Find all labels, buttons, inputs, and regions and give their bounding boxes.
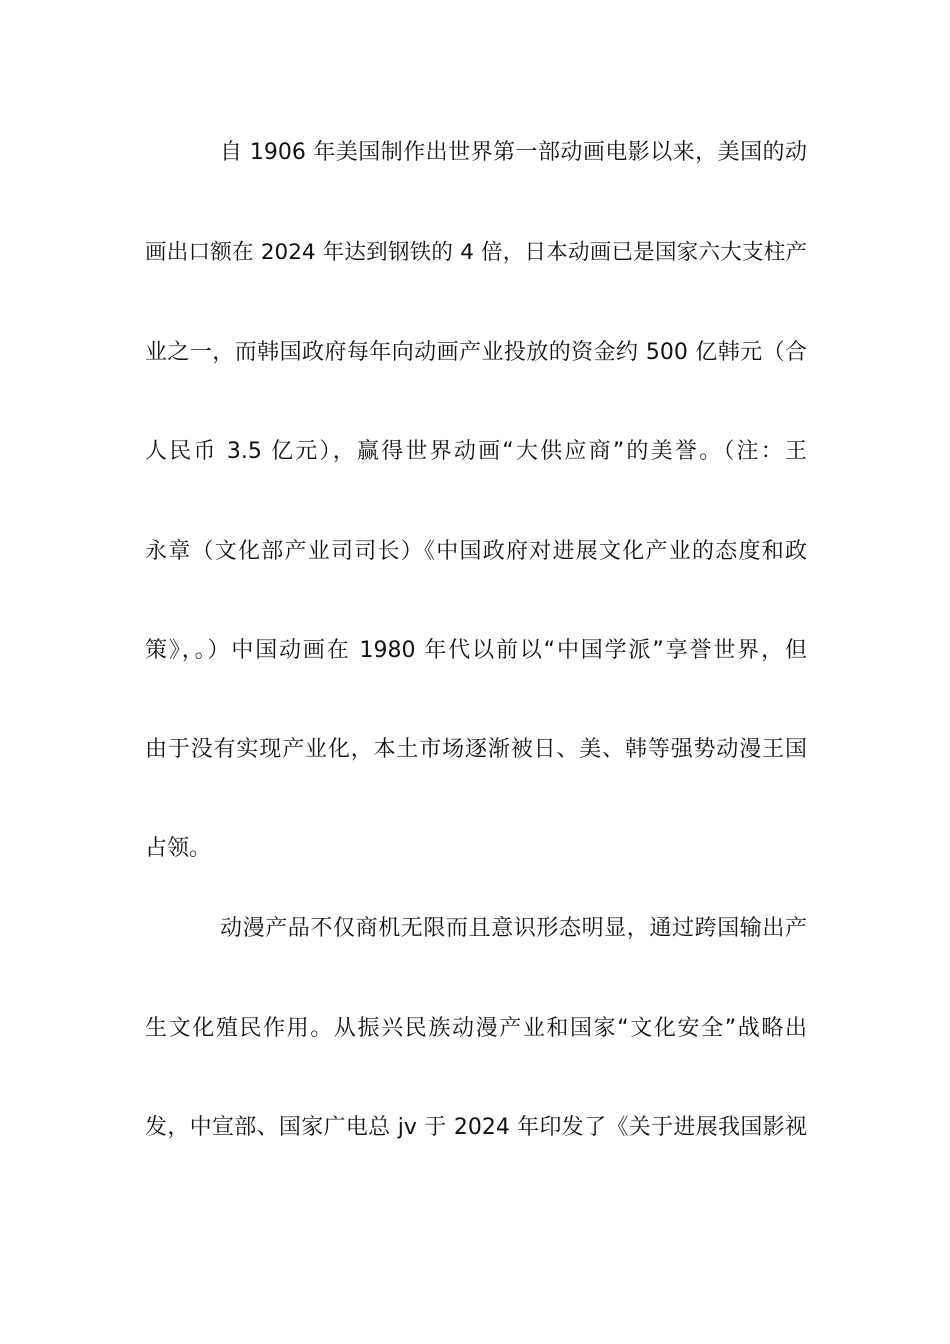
paragraph-1-line-5: 永章（文化部产业司司长）《中国政府对进展文化产业的态度和政 — [145, 539, 807, 564]
paragraph-1-line-7: 由于没有实现产业化，本土市场逐渐被日、美、韩等强势动漫王国 — [145, 737, 807, 762]
paragraph-1-line-1: 自 1906 年美国制作出世界第一部动画电影以来，美国的动 — [220, 140, 807, 165]
paragraph-1-line-4: 人民币 3.5 亿元），赢得世界动画“大供应商”的美誉。（注：王 — [145, 439, 807, 464]
paragraph-2-line-2: 生文化殖民作用。从振兴民族动漫产业和国家“文化安全”战略出 — [145, 1016, 807, 1041]
paragraph-1-line-2: 画出口额在 2024 年达到钢铁的 4 倍，日本动画已是国家六大支柱产 — [145, 240, 807, 265]
paragraph-1-line-8: 占领。 — [145, 836, 212, 861]
paragraph-1-line-3: 业之一，而韩国政府每年向动画产业投放的资金约 500 亿韩元（合 — [145, 340, 807, 365]
paragraph-2-line-3: 发，中宣部、国家广电总 jv 于 2024 年印发了《关于进展我国影视 — [145, 1115, 807, 1140]
paragraph-2-line-1: 动漫产品不仅商机无限而且意识形态明显，通过跨国输出产 — [220, 916, 807, 941]
paragraph-1-line-6: 策》，。）中国动画在 1980 年代以前以“中国学派”享誉世界，但 — [145, 638, 807, 663]
